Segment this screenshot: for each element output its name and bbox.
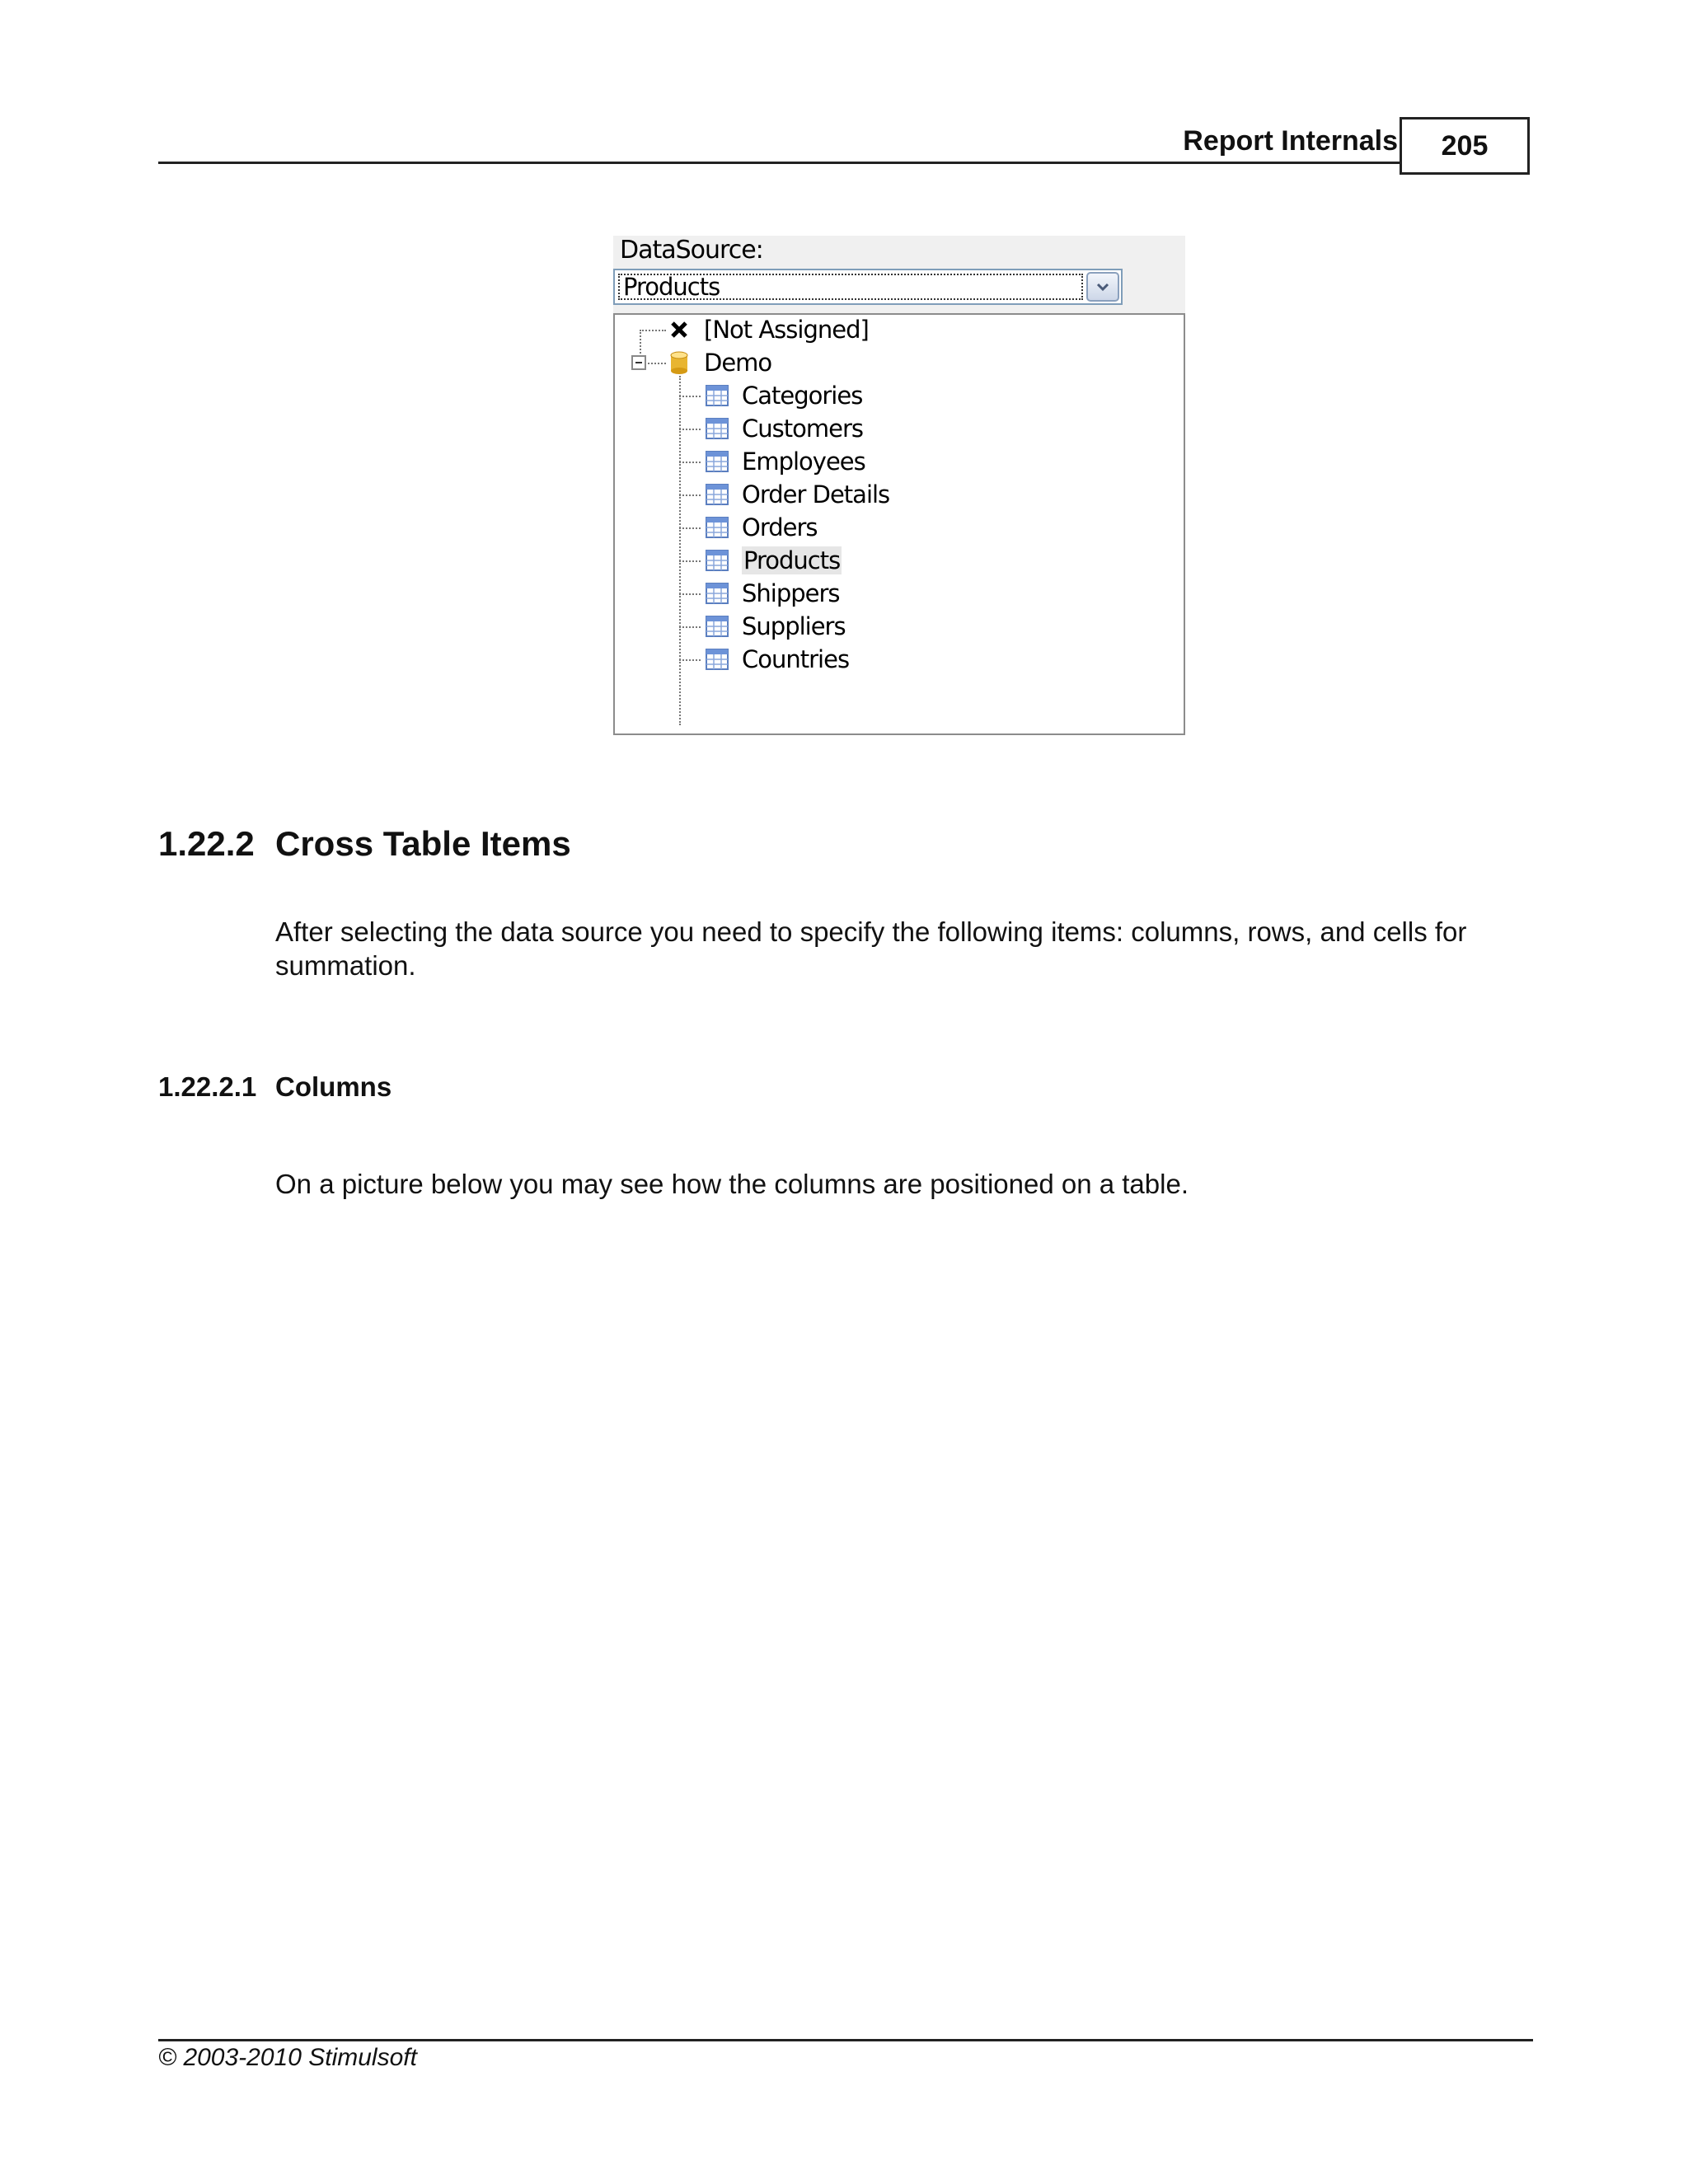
tree-item-table[interactable]: [704, 448, 865, 476]
tree-connector: [640, 330, 666, 331]
tree-connector: [679, 593, 701, 595]
tree-connector: [679, 396, 701, 397]
tree-item-label: Shippers: [742, 579, 840, 607]
tree-connector: [679, 659, 701, 661]
header-section-title: Report Internals: [1183, 125, 1398, 157]
chevron-down-icon: [1094, 278, 1112, 296]
tree-item-table[interactable]: [704, 579, 840, 607]
tree-item-label: Orders: [742, 513, 818, 541]
tree-item-label: Customers: [742, 415, 863, 443]
datasource-header: [613, 236, 1185, 313]
close-icon: [666, 316, 692, 343]
combobox-dropdown-button[interactable]: [1086, 272, 1119, 302]
datasource-combobox[interactable]: [613, 269, 1123, 305]
tree-item-label: Countries: [742, 645, 850, 673]
table-icon: [704, 646, 730, 673]
tree-item-label: Order Details: [742, 480, 890, 509]
tree-connector: [648, 363, 666, 364]
footer-rule: [158, 2039, 1533, 2041]
tree-connector: [679, 527, 701, 529]
tree-item-label: Categories: [742, 382, 863, 410]
tree-item-label: [Not Assigned]: [704, 316, 869, 344]
tree-connector: [679, 462, 701, 463]
table-icon: [704, 580, 730, 607]
datasource-label: DataSource:: [620, 236, 763, 265]
tree-item-table[interactable]: [704, 382, 862, 410]
table-icon: [704, 415, 730, 442]
datasource-panel: [613, 236, 1185, 735]
tree-item-label: Employees: [742, 448, 865, 476]
subsection-heading: [158, 1071, 392, 1103]
section-paragraph: After selecting the data source you need to specify the following items: columns, rows, and cells for summation.: [275, 916, 1467, 981]
tree-item-label: Products: [743, 546, 841, 574]
tree-connector: [679, 429, 701, 430]
tree-connector: [679, 626, 701, 628]
table-icon: [704, 514, 730, 541]
table-icon: [704, 547, 730, 574]
datasource-tree[interactable]: [613, 313, 1185, 735]
section-title: Cross Table Items: [275, 824, 571, 863]
tree-item-demo[interactable]: [666, 349, 771, 377]
tree-item-table[interactable]: [704, 480, 889, 509]
header-rule: [158, 162, 1401, 164]
subsection-number: 1.22.2.1: [158, 1071, 257, 1102]
table-icon: [704, 448, 730, 475]
page-number-box: [1400, 117, 1530, 175]
tree-connector: [679, 560, 701, 562]
section-heading: [158, 824, 571, 864]
tree-item-not-assigned[interactable]: [666, 316, 869, 344]
table-icon: [704, 382, 730, 409]
tree-item-label: Suppliers: [742, 612, 846, 640]
tree-connector: [679, 494, 701, 496]
tree-item-table[interactable]: [704, 415, 863, 443]
tree-item-table[interactable]: [704, 513, 818, 541]
tree-item-table[interactable]: [704, 645, 849, 673]
datasource-combobox-value[interactable]: Products: [618, 274, 1083, 300]
section-number: 1.22.2: [158, 824, 255, 863]
tree-item-table-selected[interactable]: [704, 546, 842, 574]
subsection-title: Columns: [275, 1071, 392, 1102]
table-icon: [704, 613, 730, 640]
footer-copyright: © 2003-2010 Stimulsoft: [158, 2044, 417, 2071]
tree-item-table[interactable]: [704, 612, 846, 640]
tree-item-label: Demo: [704, 349, 772, 377]
database-icon: [666, 349, 692, 376]
page-number: 205: [1441, 129, 1489, 162]
subsection-paragraph: On a picture below you may see how the columns are positioned on a table.: [275, 1169, 1189, 1199]
table-icon: [704, 481, 730, 508]
collapse-toggle-icon[interactable]: [631, 355, 646, 370]
